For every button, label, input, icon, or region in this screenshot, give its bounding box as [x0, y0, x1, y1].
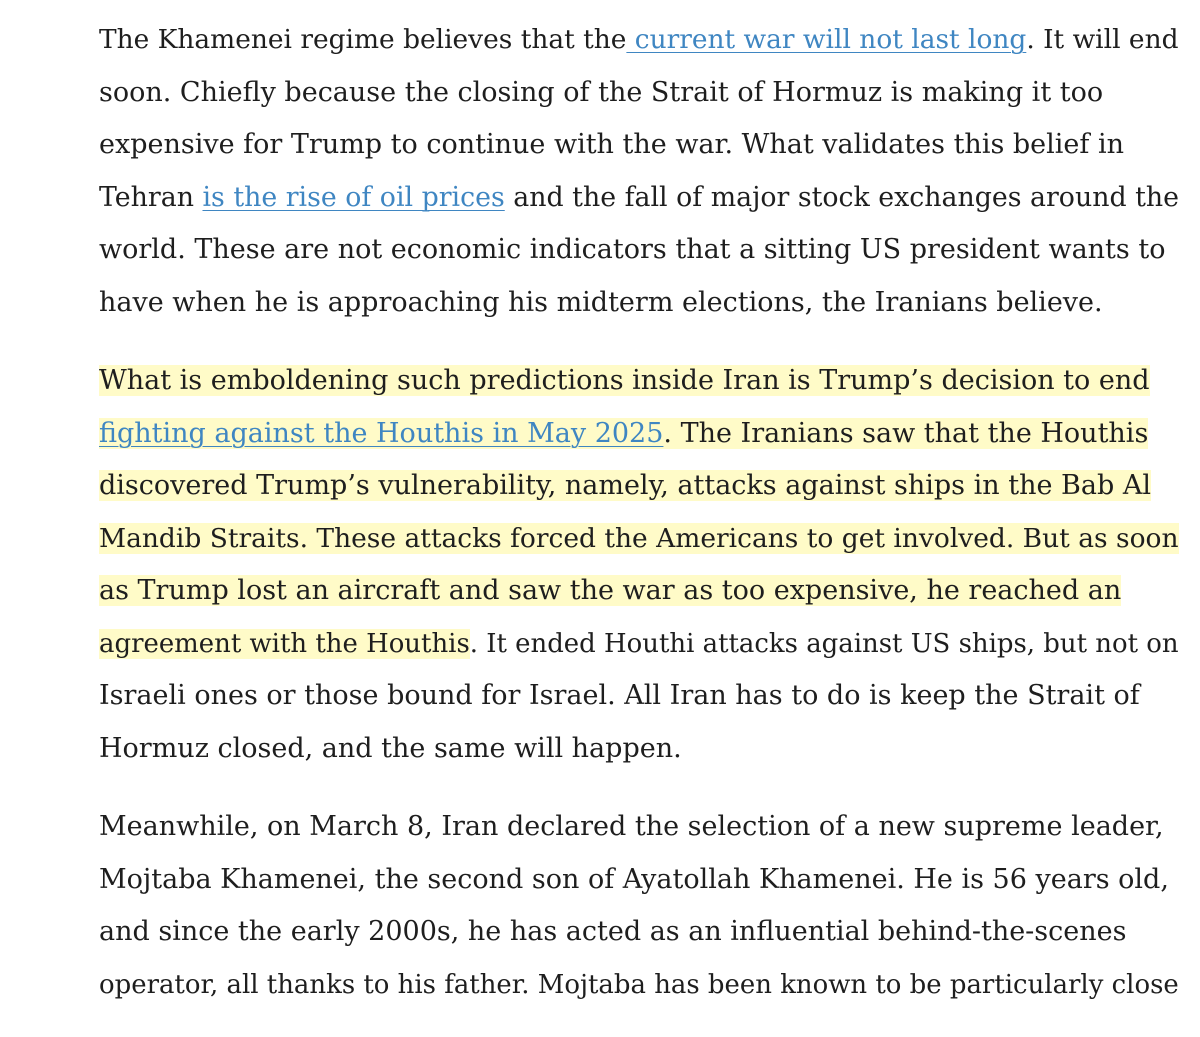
text-line — [99, 513, 1179, 566]
text-line — [99, 14, 1179, 67]
text-line: Meanwhile, on March 8, Iran declared the selection of a new supreme leader, — [99, 811, 1164, 842]
highlighted-text: Mandib Straits. These attacks forced the Americans to get involved. But as soon — [99, 522, 1179, 554]
text-line — [99, 618, 1179, 671]
text-segment: The Khamenei regime believes that the — [99, 24, 627, 55]
article-body — [99, 14, 1179, 1037]
highlighted-text: as Trump lost an aircraft and saw the war as too expensive, he reached an — [99, 575, 1122, 606]
paragraph-1 — [99, 14, 1179, 329]
highlighted-text — [99, 418, 1148, 449]
highlighted-text: What is emboldening such predictions inside Iran is Trump’s decision to end — [99, 365, 1150, 396]
text-line: operator, all thanks to his father. Mojtaba has been known to be particularly close — [99, 969, 1179, 1000]
text-line: soon. Chiefly because the closing of the Strait of Hormuz is making it too — [99, 76, 1104, 108]
text-line — [99, 355, 1179, 408]
text-line: have when he is approaching his midterm elections, the Iranians believe. — [99, 286, 1103, 318]
text-line: and since the early 2000s, he has acted as an influential behind-the-scenes — [99, 916, 1127, 947]
text-line: expensive for Trump to continue with the war. What validates this belief in — [99, 129, 1124, 160]
text-segment: Tehran — [99, 181, 203, 213]
text-line — [99, 408, 1179, 461]
text-line: world. These are not economic indicators that a sitting US president wants to — [99, 234, 1166, 265]
highlighted-text: discovered Trump’s vulnerability, namely, attacks against ships in the Bab Al — [99, 470, 1151, 501]
text-segment: and the fall of major stock exchanges around the — [504, 181, 1180, 213]
current-war-link[interactable]: current war will not last long — [626, 24, 1027, 55]
text-line: Hormuz closed, and the same will happen. — [99, 732, 682, 764]
houthis-fighting-link[interactable]: fighting against the Houthis in May 2025 — [99, 417, 664, 449]
text-segment: . The Iranians saw that the Houthis — [663, 417, 1149, 449]
text-line: Mojtaba Khamenei, the second son of Ayatollah Khamenei. He is 56 years old, — [99, 863, 1169, 895]
paragraph-2 — [99, 355, 1179, 775]
text-line: Israeli ones or those bound for Israel. All Iran has to do is keep the Strait of — [99, 680, 1140, 711]
oil-prices-link[interactable]: is the rise of oil prices — [202, 181, 505, 213]
paragraph-3 — [99, 801, 1179, 1011]
text-segment: . It ended Houthi attacks against US ships, but not on — [469, 628, 1179, 659]
text-line — [99, 172, 1179, 225]
text-line — [99, 460, 1179, 513]
highlighted-text: agreement with the Houthis — [99, 628, 470, 659]
text-line — [99, 565, 1179, 618]
text-segment: . It will end — [1026, 24, 1179, 55]
